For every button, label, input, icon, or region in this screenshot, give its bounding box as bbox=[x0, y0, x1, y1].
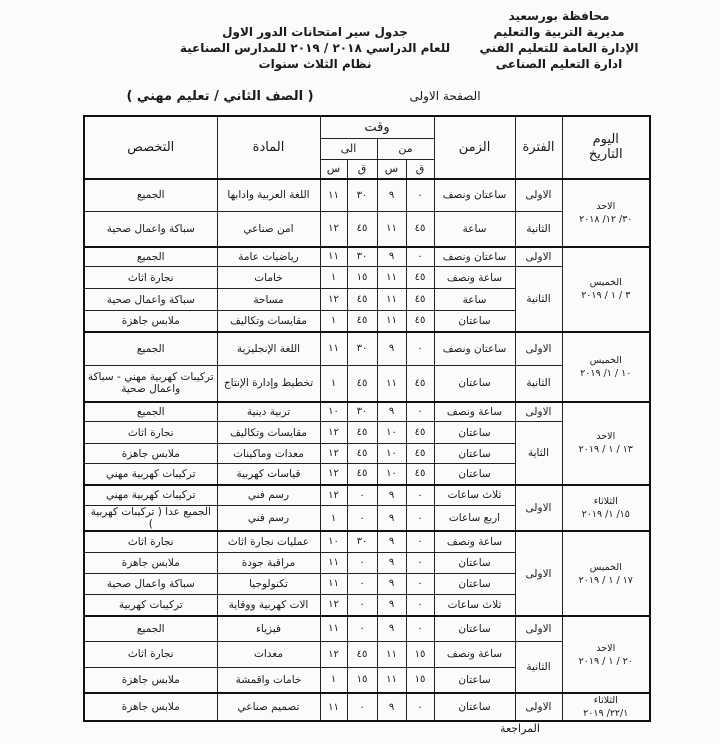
to-hour-cell: ١١ bbox=[320, 693, 347, 721]
exam-date: ٢٢/١/ ٢٠١٩ bbox=[583, 708, 629, 719]
footer-review-label: المراجعة bbox=[500, 722, 540, 735]
subject-cell: اللغة العربية وادابها bbox=[217, 179, 320, 212]
specialization-cell: تركيبات كهربية مهني bbox=[84, 485, 217, 506]
from-minute-cell: ٤٥ bbox=[406, 267, 434, 289]
from-hour-cell: ١٠ bbox=[377, 422, 406, 444]
to-minute-cell: ٠ bbox=[347, 616, 377, 641]
from-hour-cell: ١١ bbox=[377, 667, 406, 693]
subject-cell: الات كهربية ووقاية bbox=[217, 594, 320, 616]
day-date-cell bbox=[562, 485, 650, 532]
from-minute-cell: ٠ bbox=[406, 552, 434, 573]
to-minute-cell: ٠ bbox=[347, 485, 377, 506]
exam-date: ٢٠ / ١ / ٢٠١٩ bbox=[578, 655, 633, 667]
header-day: اليوم bbox=[592, 132, 619, 148]
duration-cell: ثلاث ساعات bbox=[434, 594, 515, 616]
day-date-cell bbox=[562, 332, 650, 402]
specialization-cell: ملابس جاهزة bbox=[84, 667, 217, 693]
header-subject: المادة bbox=[217, 116, 320, 179]
document-title bbox=[165, 24, 465, 72]
header-time: وقت bbox=[320, 116, 434, 138]
period-cell: الاولى bbox=[515, 247, 562, 267]
to-hour-cell: ١٢ bbox=[320, 485, 347, 506]
day-date-cell bbox=[562, 531, 650, 616]
exam-date: ١٠ / ١/ ٢٠١٩ bbox=[580, 367, 632, 379]
from-hour-cell: ١١ bbox=[377, 366, 406, 402]
table-row bbox=[84, 531, 650, 552]
specialization-cell: نجارة اثاث bbox=[84, 267, 217, 289]
from-minute-cell: ٠ bbox=[406, 573, 434, 594]
from-hour-cell: ١٠ bbox=[377, 464, 406, 485]
to-hour-cell: ١١ bbox=[320, 552, 347, 573]
from-minute-cell: ٠ bbox=[406, 402, 434, 422]
header-to-minute: ق bbox=[347, 159, 377, 179]
duration-cell: ساعة ونصف bbox=[434, 641, 515, 667]
table-row bbox=[84, 332, 650, 366]
table-row bbox=[84, 693, 650, 721]
from-hour-cell: ٩ bbox=[377, 616, 406, 641]
table-row bbox=[84, 616, 650, 641]
subject-cell: خامات bbox=[217, 267, 320, 289]
to-hour-cell: ١٠ bbox=[320, 402, 347, 422]
day-name: الخميس bbox=[589, 277, 622, 288]
to-minute-cell: ٣٠ bbox=[347, 179, 377, 212]
specialization-cell: الجميع bbox=[84, 616, 217, 641]
header-day-date bbox=[562, 116, 650, 179]
from-hour-cell: ٩ bbox=[377, 594, 406, 616]
to-minute-cell: ٤٥ bbox=[347, 366, 377, 402]
from-minute-cell: ٠ bbox=[406, 531, 434, 552]
table-row bbox=[84, 179, 650, 212]
specialization-cell: سباكة واعمال صحية bbox=[84, 212, 217, 247]
specialization-cell: نجارة اثاث bbox=[84, 531, 217, 552]
header-period: الفترة bbox=[515, 116, 562, 179]
subject-cell: خامات واقمشة bbox=[217, 667, 320, 693]
table-row bbox=[84, 402, 650, 422]
page-label: الصفحة الاولى bbox=[409, 89, 481, 103]
to-minute-cell: ٠ bbox=[347, 552, 377, 573]
from-minute-cell: ١٥ bbox=[406, 641, 434, 667]
duration-cell: ساعتان ونصف bbox=[434, 247, 515, 267]
day-date-cell bbox=[562, 693, 650, 721]
period-cell: الاولى bbox=[515, 402, 562, 422]
from-hour-cell: ٩ bbox=[377, 531, 406, 552]
table-header bbox=[84, 116, 650, 179]
from-hour-cell: ١٠ bbox=[377, 444, 406, 464]
title-line-1: جدول سير امتحانات الدور الاول bbox=[222, 25, 408, 39]
day-name: الثلاثاء bbox=[593, 695, 618, 706]
header-from-minute: ق bbox=[406, 159, 434, 179]
specialization-cell: نجارة اثاث bbox=[84, 422, 217, 444]
from-hour-cell: ٩ bbox=[377, 179, 406, 212]
to-hour-cell: ١٢ bbox=[320, 422, 347, 444]
directorate-block bbox=[470, 8, 648, 72]
from-hour-cell: ٩ bbox=[377, 485, 406, 506]
period-cell: الاولى bbox=[515, 179, 562, 212]
from-minute-cell: ٤٥ bbox=[406, 444, 434, 464]
header-to: الى bbox=[320, 138, 377, 159]
directorate-line-1: محافظة بورسعيد bbox=[508, 9, 610, 23]
from-minute-cell: ٤٥ bbox=[406, 366, 434, 402]
header-specialization: التخصص bbox=[84, 116, 217, 179]
specialization-cell: الجميع bbox=[84, 247, 217, 267]
duration-cell: ساعتان bbox=[434, 616, 515, 641]
class-label: ( الصف الثاني / تعليم مهني ) bbox=[126, 89, 314, 104]
to-minute-cell: ٤٥ bbox=[347, 444, 377, 464]
from-hour-cell: ٩ bbox=[377, 247, 406, 267]
period-cell: الاولى bbox=[515, 332, 562, 366]
to-hour-cell: ١٢ bbox=[320, 641, 347, 667]
to-minute-cell: ٠ bbox=[347, 573, 377, 594]
to-hour-cell: ١٠ bbox=[320, 531, 347, 552]
to-minute-cell: ٠ bbox=[347, 693, 377, 721]
header-from-hour: س bbox=[377, 159, 406, 179]
duration-cell: ساعتان bbox=[434, 667, 515, 693]
subject-cell: مراقبة جودة bbox=[217, 552, 320, 573]
specialization-cell: تركيبات كهربية bbox=[84, 594, 217, 616]
exam-date: ١٥/ ١/ ٢٠١٩ bbox=[581, 508, 630, 520]
from-hour-cell: ١١ bbox=[377, 641, 406, 667]
from-minute-cell: ٠ bbox=[406, 506, 434, 532]
period-cell: الاولى bbox=[515, 531, 562, 616]
duration-cell: ساعتان bbox=[434, 693, 515, 721]
from-hour-cell: ٩ bbox=[377, 506, 406, 532]
to-hour-cell: ١١ bbox=[320, 573, 347, 594]
to-hour-cell: ١٢ bbox=[320, 444, 347, 464]
specialization-cell: تركيبات كهربية مهني - سباكة واعمال صحية bbox=[84, 366, 217, 402]
from-minute-cell: ٠ bbox=[406, 485, 434, 506]
from-minute-cell: ٤٥ bbox=[406, 422, 434, 444]
to-minute-cell: ٣٠ bbox=[347, 531, 377, 552]
day-name: الخميس bbox=[589, 354, 622, 366]
to-hour-cell: ١٢ bbox=[320, 289, 347, 311]
to-hour-cell: ١ bbox=[320, 366, 347, 402]
subject-cell: اللغة الإنجليزية bbox=[217, 332, 320, 366]
specialization-cell: نجارة اثاث bbox=[84, 641, 217, 667]
to-hour-cell: ١٢ bbox=[320, 594, 347, 616]
duration-cell: ساعة ونصف bbox=[434, 531, 515, 552]
to-minute-cell: ٠ bbox=[347, 594, 377, 616]
duration-cell: ساعتان bbox=[434, 422, 515, 444]
from-minute-cell: ١٥ bbox=[406, 667, 434, 693]
from-minute-cell: ٠ bbox=[406, 179, 434, 212]
to-minute-cell: ٤٥ bbox=[347, 641, 377, 667]
to-minute-cell: ٤٥ bbox=[347, 464, 377, 485]
period-cell: الاولى bbox=[515, 616, 562, 641]
from-hour-cell: ١١ bbox=[377, 212, 406, 247]
duration-cell: ساعة bbox=[434, 212, 515, 247]
subject-cell: رياضيات عامة bbox=[217, 247, 320, 267]
specialization-cell: ملابس جاهزة bbox=[84, 444, 217, 464]
from-hour-cell: ١١ bbox=[377, 311, 406, 332]
from-minute-cell: ٠ bbox=[406, 247, 434, 267]
specialization-cell: الجميع bbox=[84, 332, 217, 366]
table-row bbox=[84, 485, 650, 506]
header-to-hour: س bbox=[320, 159, 347, 179]
header-from: من bbox=[377, 138, 434, 159]
from-minute-cell: ٠ bbox=[406, 693, 434, 721]
table-body bbox=[84, 179, 650, 722]
to-hour-cell: ١ bbox=[320, 506, 347, 532]
exam-date: ١٣ / ١ / ٢٠١٩ bbox=[578, 444, 633, 455]
from-minute-cell: ٠ bbox=[406, 594, 434, 616]
duration-cell: ساعتان ونصف bbox=[434, 332, 515, 366]
specialization-cell: سباكة واعمال صحية bbox=[84, 289, 217, 311]
to-minute-cell: ١٥ bbox=[347, 667, 377, 693]
to-hour-cell: ١١ bbox=[320, 616, 347, 641]
subject-cell: تخطيط وإدارة الإنتاج bbox=[217, 366, 320, 402]
day-date-cell bbox=[562, 616, 650, 693]
day-date-cell bbox=[562, 179, 650, 247]
exam-schedule-table bbox=[83, 115, 651, 722]
from-minute-cell: ٤٥ bbox=[406, 212, 434, 247]
day-name: الاحد bbox=[596, 642, 616, 654]
header-duration: الزمن bbox=[434, 116, 515, 179]
period-cell: الثانية bbox=[515, 366, 562, 402]
specialization-cell: سباكة واعمال صحية bbox=[84, 573, 217, 594]
subject-cell: مساحة bbox=[217, 289, 320, 311]
day-name: الاحد bbox=[596, 200, 616, 212]
exam-date: ٣٠/ ١٢/ ٢٠١٨ bbox=[579, 213, 633, 225]
subject-cell: مقايسات وتكاليف bbox=[217, 311, 320, 332]
from-minute-cell: ٠ bbox=[406, 616, 434, 641]
to-minute-cell: ٣٠ bbox=[347, 402, 377, 422]
duration-cell: ساعتان ونصف bbox=[434, 179, 515, 212]
duration-cell: ساعتان bbox=[434, 464, 515, 485]
from-hour-cell: ٩ bbox=[377, 552, 406, 573]
to-minute-cell: ١٥ bbox=[347, 267, 377, 289]
duration-cell: ساعة bbox=[434, 289, 515, 311]
to-minute-cell: ٣٠ bbox=[347, 332, 377, 366]
header-date: التاريخ bbox=[588, 147, 623, 163]
to-hour-cell: ١١ bbox=[320, 247, 347, 267]
period-cell: الاولى bbox=[515, 693, 562, 721]
to-minute-cell: ٤٥ bbox=[347, 311, 377, 332]
subject-cell: مقايسات وتكاليف bbox=[217, 422, 320, 444]
to-hour-cell: ١١ bbox=[320, 179, 347, 212]
directorate-line-2: مديرية التربية والتعليم bbox=[493, 25, 625, 39]
subject-cell: قياسات كهربية bbox=[217, 464, 320, 485]
from-hour-cell: ١١ bbox=[377, 267, 406, 289]
specialization-cell: ملابس جاهزة bbox=[84, 693, 217, 721]
specialization-cell: ملابس جاهزة bbox=[84, 552, 217, 573]
title-line-2: للعام الدراسي ٢٠١٨ / ٢٠١٩ للمدارس الصناعية نظام الثلاث سنوات bbox=[179, 41, 451, 71]
specialization-cell: تركيبات كهربية مهني bbox=[84, 464, 217, 485]
to-minute-cell: ٣٠ bbox=[347, 247, 377, 267]
directorate-line-3: الإدارة العامة للتعليم الفني bbox=[479, 41, 639, 55]
specialization-cell: الجميع bbox=[84, 402, 217, 422]
duration-cell: ساعتان bbox=[434, 311, 515, 332]
to-hour-cell: ١ bbox=[320, 667, 347, 693]
period-cell: الثانية bbox=[515, 212, 562, 247]
specialization-cell: الجميع bbox=[84, 179, 217, 212]
table-row bbox=[84, 247, 650, 267]
day-date-cell bbox=[562, 247, 650, 332]
exam-date: ١٧ / ١ / ٢٠١٩ bbox=[578, 574, 633, 586]
to-hour-cell: ١١ bbox=[320, 332, 347, 366]
to-minute-cell: ٤٥ bbox=[347, 422, 377, 444]
directorate-line-4: ادارة التعليم الصناعى bbox=[495, 57, 623, 71]
duration-cell: ساعتان bbox=[434, 573, 515, 594]
subject-cell: تصميم صناعي bbox=[217, 693, 320, 721]
subject-cell: امن صناعي bbox=[217, 212, 320, 247]
subject-cell: فيزياء bbox=[217, 616, 320, 641]
from-minute-cell: ٤٥ bbox=[406, 464, 434, 485]
to-hour-cell: ١٢ bbox=[320, 464, 347, 485]
from-hour-cell: ٩ bbox=[377, 332, 406, 366]
from-minute-cell: ٠ bbox=[406, 332, 434, 366]
subject-cell: معدات bbox=[217, 641, 320, 667]
period-cell: الثاية bbox=[515, 422, 562, 485]
to-minute-cell: ٤٥ bbox=[347, 289, 377, 311]
duration-cell: ساعة ونصف bbox=[434, 402, 515, 422]
period-cell: الاولى bbox=[515, 485, 562, 532]
from-hour-cell: ٩ bbox=[377, 402, 406, 422]
period-cell: الثانية bbox=[515, 267, 562, 332]
specialization-cell: الجميع عدا ( تركيبات كهربية ) bbox=[84, 506, 217, 532]
from-hour-cell: ٩ bbox=[377, 573, 406, 594]
specialization-cell: ملابس جاهزة bbox=[84, 311, 217, 332]
from-hour-cell: ١١ bbox=[377, 289, 406, 311]
from-minute-cell: ٤٥ bbox=[406, 311, 434, 332]
day-name: الخميس bbox=[589, 561, 622, 573]
duration-cell: ساعتان bbox=[434, 366, 515, 402]
from-hour-cell: ٩ bbox=[377, 693, 406, 721]
to-minute-cell: ٤٥ bbox=[347, 212, 377, 247]
subject-cell: تكنولوجيا bbox=[217, 573, 320, 594]
day-date-cell bbox=[562, 402, 650, 485]
day-name: الاحد bbox=[596, 431, 616, 442]
duration-cell: ساعتان bbox=[434, 552, 515, 573]
from-minute-cell: ٤٥ bbox=[406, 289, 434, 311]
duration-cell: ساعة ونصف bbox=[434, 267, 515, 289]
subject-cell: معدات وماكينات bbox=[217, 444, 320, 464]
subject-cell: عمليات نجارة اثاث bbox=[217, 531, 320, 552]
period-cell: الثانية bbox=[515, 641, 562, 693]
to-hour-cell: ١ bbox=[320, 267, 347, 289]
to-hour-cell: ١ bbox=[320, 311, 347, 332]
duration-cell: ثلاث ساعات bbox=[434, 485, 515, 506]
subject-cell: رسم فني bbox=[217, 506, 320, 532]
duration-cell: ساعتان bbox=[434, 444, 515, 464]
to-hour-cell: ١٢ bbox=[320, 212, 347, 247]
duration-cell: اربع ساعات bbox=[434, 506, 515, 532]
exam-date: ٣ / ١ / ٢٠١٩ bbox=[581, 290, 631, 301]
to-minute-cell: ٠ bbox=[347, 506, 377, 532]
day-name: الثلاثاء bbox=[593, 495, 618, 507]
subject-cell: رسم فني bbox=[217, 485, 320, 506]
subject-cell: تربية دينية bbox=[217, 402, 320, 422]
